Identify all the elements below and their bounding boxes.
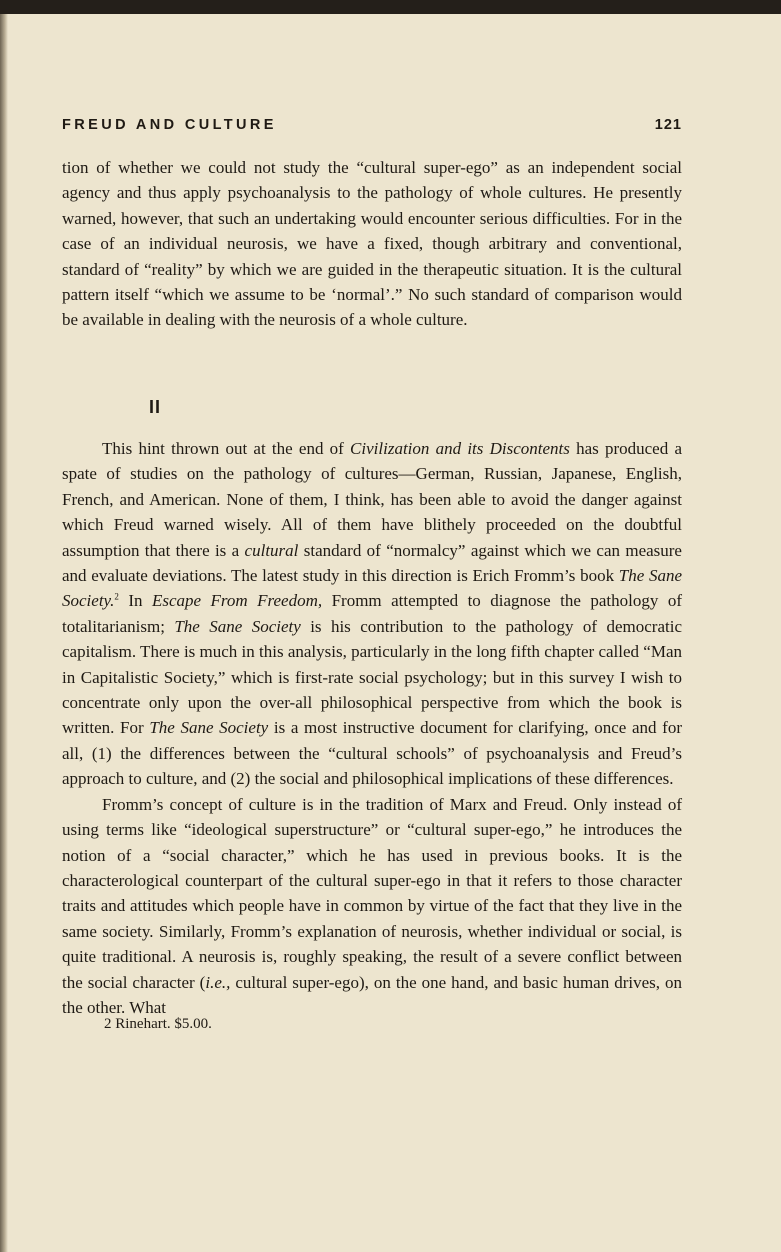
text-run: This hint thrown out at the end of [102, 439, 351, 458]
text-run: is his contribution to the pathology of democratic capitalism. There is much in this analysis, particularly in the long fifth chapter called “Man in Capitalistic Society,” which is first-rate social psychology; but in this survey I wish to concentrate only upon the over-all philosophical perspective from which the book is written. For [62, 616, 683, 738]
emphasis: i.e., [205, 972, 231, 992]
book-title: Civilization and its Discontents [350, 439, 570, 458]
top-border [0, 0, 781, 14]
book-title: The Sane Society [174, 616, 301, 636]
page-number: 121 [654, 117, 682, 133]
running-head-title: FREUD AND CULTURE [62, 117, 277, 133]
paragraph-fromm-concept [62, 792, 682, 1021]
book-title: Escape From Freedom, [151, 591, 323, 611]
footnote-marker: 2 [114, 591, 119, 602]
text-run: has produced a spate of studies on the pathology of cultures—German, Russian, Japanese, English, French, and American. None of them, I think, has been able to avoid the danger against which Freud warned wisely. All of them have blithely proceeded on the doubtful assumption that there is a [62, 439, 682, 560]
text-run: cultural super-ego), on the one hand, and basic human drives, on the other. What [62, 972, 682, 1017]
emphasis: cultural [244, 540, 299, 560]
text-run: is a most instructive document for clarifying, once and for all, (1) the differences between the “cultural schools” of psychoanalysis and Freud’s approach to culture, and (2) the social and philosophical implications of these differences. [62, 718, 682, 789]
paragraph-hint [62, 436, 682, 792]
page-spine-shadow [0, 14, 8, 1252]
text-run: In [118, 591, 152, 611]
text-run: Fromm attempted to diagnose the pathology of totalitarianism; [62, 591, 682, 636]
text-run: Fromm’s concept of culture is in the tradition of Marx and Freud. Only instead of using terms like “ideological superstructure” or “cultural super-ego,” he introduces the notion of a “social character,” which he has used in previous books. It is the characterological counterpart of the cultural super-ego in that it refers to those character traits and attitudes which people have in common by virtue of the fact that they live in the same society. Similarly, Fromm’s explanation of neurosis, whether individual or social, is quite traditional. A neurosis is, roughly speaking, the result of a severe conflict between the social character ( [62, 794, 682, 992]
running-head [62, 117, 682, 137]
paragraph-text: tion of whether we could not study the “cultural super-ego” as an independent social agency and thus apply psychoanalysis to the pathology of whole cultures. He presently warned, however, that such an undertaking would encounter serious difficulties. For in the case of an individual neurosis, we have a fixed, though arbitrary and conventional, standard of “reality” by which we are guided in the therapeutic situation. It is the cultural pattern itself “which we assume to be ‘normal’.” No such standard of comparison would be available in dealing with the neurosis of a whole culture. [62, 158, 682, 330]
section-heading: II [149, 397, 162, 417]
paragraph-continued [62, 155, 682, 333]
footnote: 2 Rinehart. $5.00. [104, 1016, 212, 1032]
text-run: standard of “normalcy” against which we can measure and evaluate deviations. The latest study in this direction is Erich Fromm’s book [62, 540, 682, 586]
book-title: The Sane Society. [62, 566, 682, 611]
book-title: The Sane Society [149, 718, 269, 738]
body-text [62, 436, 682, 1020]
